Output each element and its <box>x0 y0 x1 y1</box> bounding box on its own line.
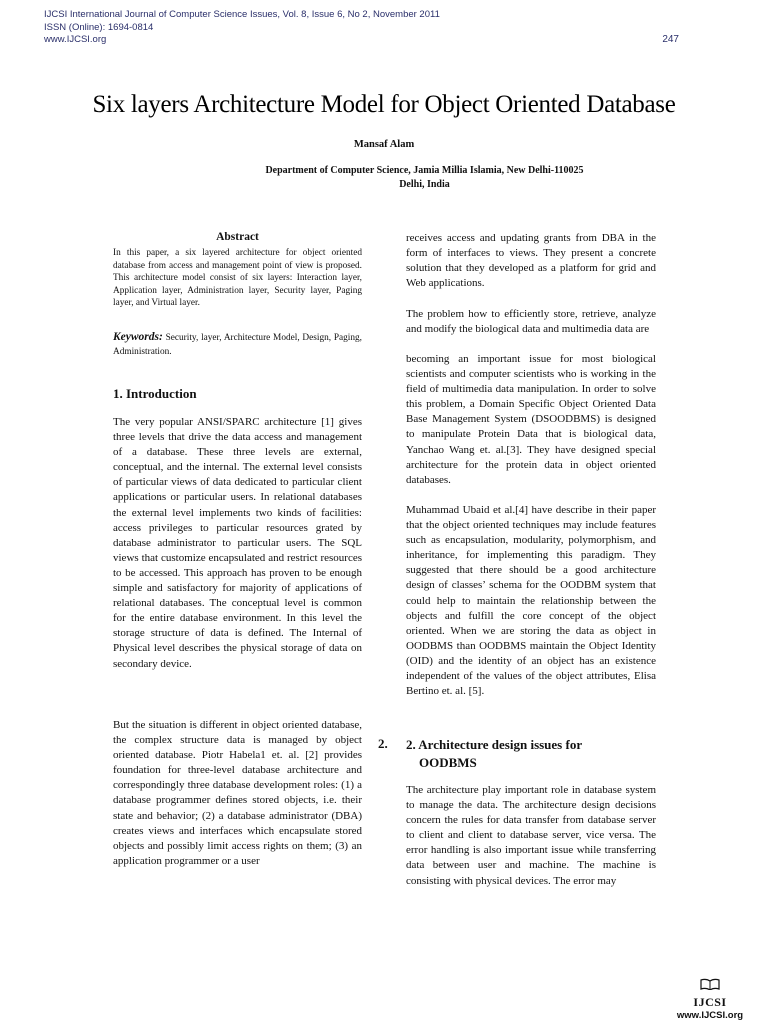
right-paragraph-2b: becoming an important issue for most biological scientists and computer scientists who is working in the field of multimedia data manipulation. In order to solve this problem, a Domain Specific Object Oriented Data Base Management System (DSOODBMS) is designed to manipulate Protein Data that is biological data, Yanchao Wang et. al.[3]. They have designed special architecture for the protein data in object oriented databases. <box>406 353 656 486</box>
logo-text: IJCSI <box>693 995 727 1009</box>
affiliation-line-1: Department of Computer Science, Jamia Millia Islamia, New Delhi-110025 <box>265 165 584 176</box>
intro-paragraph-2: But the situation is different in object oriented database, the complex structure data is managed by object oriented database. Piotr Habela1 et. al. [2] provides foundation for three-level database architecture and correspondingly three database development roles: (1) a database programmer defines stored objects, i.e. their state and behavior; (2) a database administrator (DBA) creates views and interfaces which encapsulate stored objects and possibly limit access rights on them; (3) an application programmer or a user <box>113 719 362 867</box>
paper-title: Six layers Architecture Model for Object Oriented Database <box>92 91 676 118</box>
page-number: 247 <box>662 34 679 45</box>
ijcsi-logo <box>668 977 752 1021</box>
journal-url: www.IJCSI.org <box>44 34 107 45</box>
section-2-number: 2. <box>378 736 388 751</box>
right-paragraph-2a: The problem how to efficiently store, retrieve, analyze and modify the biological data and multimedia data are <box>406 308 656 336</box>
right-paragraph-1: receives access and updating grants from DBA in the form of interfaces to views. They present a concrete solution that they developed as a platform for grid and Web applications. <box>406 232 656 290</box>
author-name: Mansaf Alam <box>353 139 415 150</box>
section-heading-introduction: 1. Introduction <box>113 386 197 401</box>
journal-issn: ISSN (Online): 1694-0814 <box>44 21 154 33</box>
section-heading-architecture <box>406 736 656 772</box>
intro-paragraph-1: The very popular ANSI/SPARC architecture [1] gives three levels that drive the data access and management of a database. These three levels are external, conceptual, and the internal. The external level consists of particular views of data dedicated to particular client applications or particular users. In relational databases the external level implements two kinds of facilities: access privileges to particular resources grated by database administrator to particular users. The SQL views that customize encapsulated and restrict resources to be accessed. This approach has proven to be enough simple and satisfactory for majority of applications of relational databases. The conceptual level is common for the entire database environment. In this level the storage structure of data is defined. The Internal of Physical level describes the physical storage of data on secondary device. <box>113 416 362 670</box>
section-2-paragraph-1: The architecture play important role in database system to manage the data. The architecture design decisions concern the rules for data transfer from database server to client and client to database server, vice versa. The error handling is also important issue while transferring data between user and machine. The machine is consisting with physical devices. The error may <box>406 784 656 887</box>
section-2-heading-line-1: 2. Architecture design issues for <box>406 737 583 752</box>
author-affiliation <box>242 164 607 192</box>
affiliation-line-2: Delhi, India <box>399 179 450 190</box>
footer-url: www.IJCSI.org <box>676 1010 744 1021</box>
keywords-label: Keywords: <box>113 331 163 343</box>
keywords <box>113 330 362 359</box>
journal-header <box>44 9 440 47</box>
right-paragraph-3: Muhammad Ubaid et al.[4] have describe in their paper that the object oriented techniques may include features such as encapsulation, modularity, polymorphism, and inheritance, for implementing this paradigm. They suggested that there should be a good architecture design of classes’ schema for the OODBM system that could help to maintain the relationship between the objects and fulfill the core concept of the object oriented. When we are storing the data as object in OODBMS than OODBMS maintain the Object Identity (OID) and the identity of an object has an existence independent of the values of the object attributes, Elisa Bertino et. al. [5]. <box>406 504 656 698</box>
keywords-list: Security, layer, Architecture Model, Design, Paging, Administration. <box>113 333 362 357</box>
book-icon <box>700 978 720 990</box>
abstract-text: In this paper, a six layered architecture for object oriented database from access and management point of view is proposed. This architecture model consist of six layers: Interaction layer, Application layer, Administration layer, Security layer, Paging layer, and Virtual layer. <box>113 248 362 309</box>
abstract-heading: Abstract <box>216 231 259 243</box>
journal-citation: IJCSI International Journal of Computer Science Issues, Vol. 8, Issue 6, No 2, November 2011 <box>44 9 440 20</box>
section-2-heading-line-2: OODBMS <box>419 755 477 770</box>
